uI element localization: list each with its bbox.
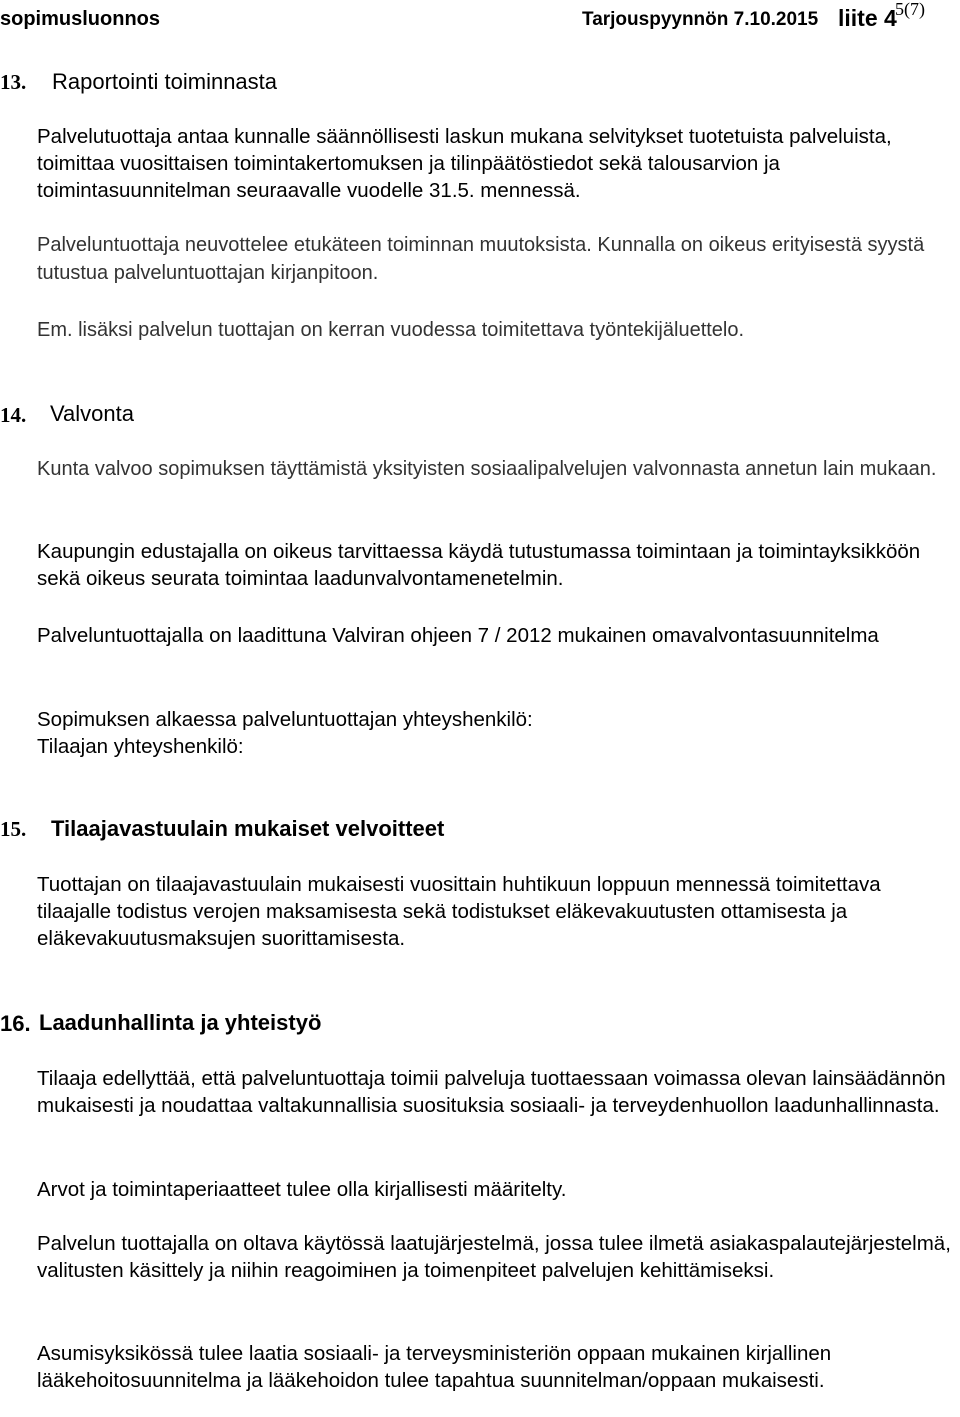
document-status: sopimusluonnos (0, 8, 160, 30)
section-number: 15. (0, 817, 27, 841)
section-number: 14. (0, 403, 27, 427)
section-number: 16. (0, 1011, 31, 1036)
paragraph: Tilaajan yhteyshenkilö: (37, 735, 244, 758)
paragraph: Kaupungin edustajalla on oikeus tarvittaessa käydä tutustumassa toimintaan ja toimintayksikköön sekä oikeus seurata toimintaa laadunvalvontamenetelmin. (37, 540, 921, 590)
section-title: Raportointi toiminnasta (52, 69, 278, 94)
paragraph: Arvot ja toimintaperiaatteet tulee olla kirjallisesti määritelty. (37, 1178, 567, 1201)
paragraph: Kunta valvoo sopimuksen täyttämistä yksityisten sosiaalipalvelujen valvonnasta annetun lain mukaan. (37, 458, 937, 480)
paragraph: Palvelun tuottajalla on oltava käytössä laatujärjestelmä, jossa tulee ilmetä asiakaspalautejärjestelmä, valitusten käsittely ja niihin reagoimінen ja toimenpiteet palvelujen kehittämiseksi. (37, 1232, 951, 1282)
section-title: Valvonta (50, 401, 134, 426)
reference-text: Tarjouspyynnön 7.10.2015 (582, 9, 819, 30)
section-title: Laadunhallinta ja yhteistyö (39, 1010, 322, 1035)
paragraph: Em. lisäksi palvelun tuottajan on kerran vuodessa toimitettava työntekijäluettelo. (37, 319, 745, 341)
paragraph: Tilaaja edellyttää, että palveluntuottaja toimii palveluja tuottaessaan voimassa olevan lainsäädännön mukaisesti ja noudattaa valtakunnallisia suosituksia sosiaali- ja terveydenhuollon laadunhallinnasta. (37, 1067, 946, 1117)
paragraph: Palveluntuottajalla on laadittuna Valviran ohjeen 7 / 2012 mukainen omavalvontasuunnitelma (37, 624, 879, 647)
page-number: 5(7) (895, 0, 925, 19)
section-number: 13. (0, 70, 27, 94)
paragraph: Asumisyksikössä tulee laatia sosiaali- ja terveysministeriön oppaan mukainen kirjallinen lääkehoitosuunnitelma ja lääkehoidon tulee tapahtua suunnitelman/oppaan mukaisesti. (37, 1342, 832, 1392)
paragraph: Palvelutuottaja antaa kunnalle säännöllisesti laskun mukana selvitykset tuotetuista palveluista, toimittaa vuosittaisen toimintakertomuksen ja tilinpäätöstiedot sekä talousarvion ja toimintasuunnitelman seuraavalle vuodelle 31.5. mennessä. (37, 125, 892, 202)
section-title: Tilaajavastuulain mukaiset velvoitteet (51, 816, 445, 841)
attachment-label: liite 4 (838, 5, 897, 31)
paragraph: Palveluntuottaja neuvottelee etukäteen toiminnan muutoksista. Kunnalla on oikeus erityisestä syystä tutustua palveluntuottajan kirjanpitoon. (37, 234, 925, 284)
paragraph: Sopimuksen alkaessa palveluntuottajan yhteyshenkilö: (37, 708, 533, 731)
page-header (0, 2, 960, 32)
paragraph: Tuottajan on tilaajavastuulain mukaisesti vuosittain huhtikuun loppuun mennessä toimitettava tilaajalle todistus verojen maksamisesta sekä todistukset eläkevakuutusten ottamisesta ja eläkevakuutusmaksujen suorittamisesta. (37, 873, 881, 950)
